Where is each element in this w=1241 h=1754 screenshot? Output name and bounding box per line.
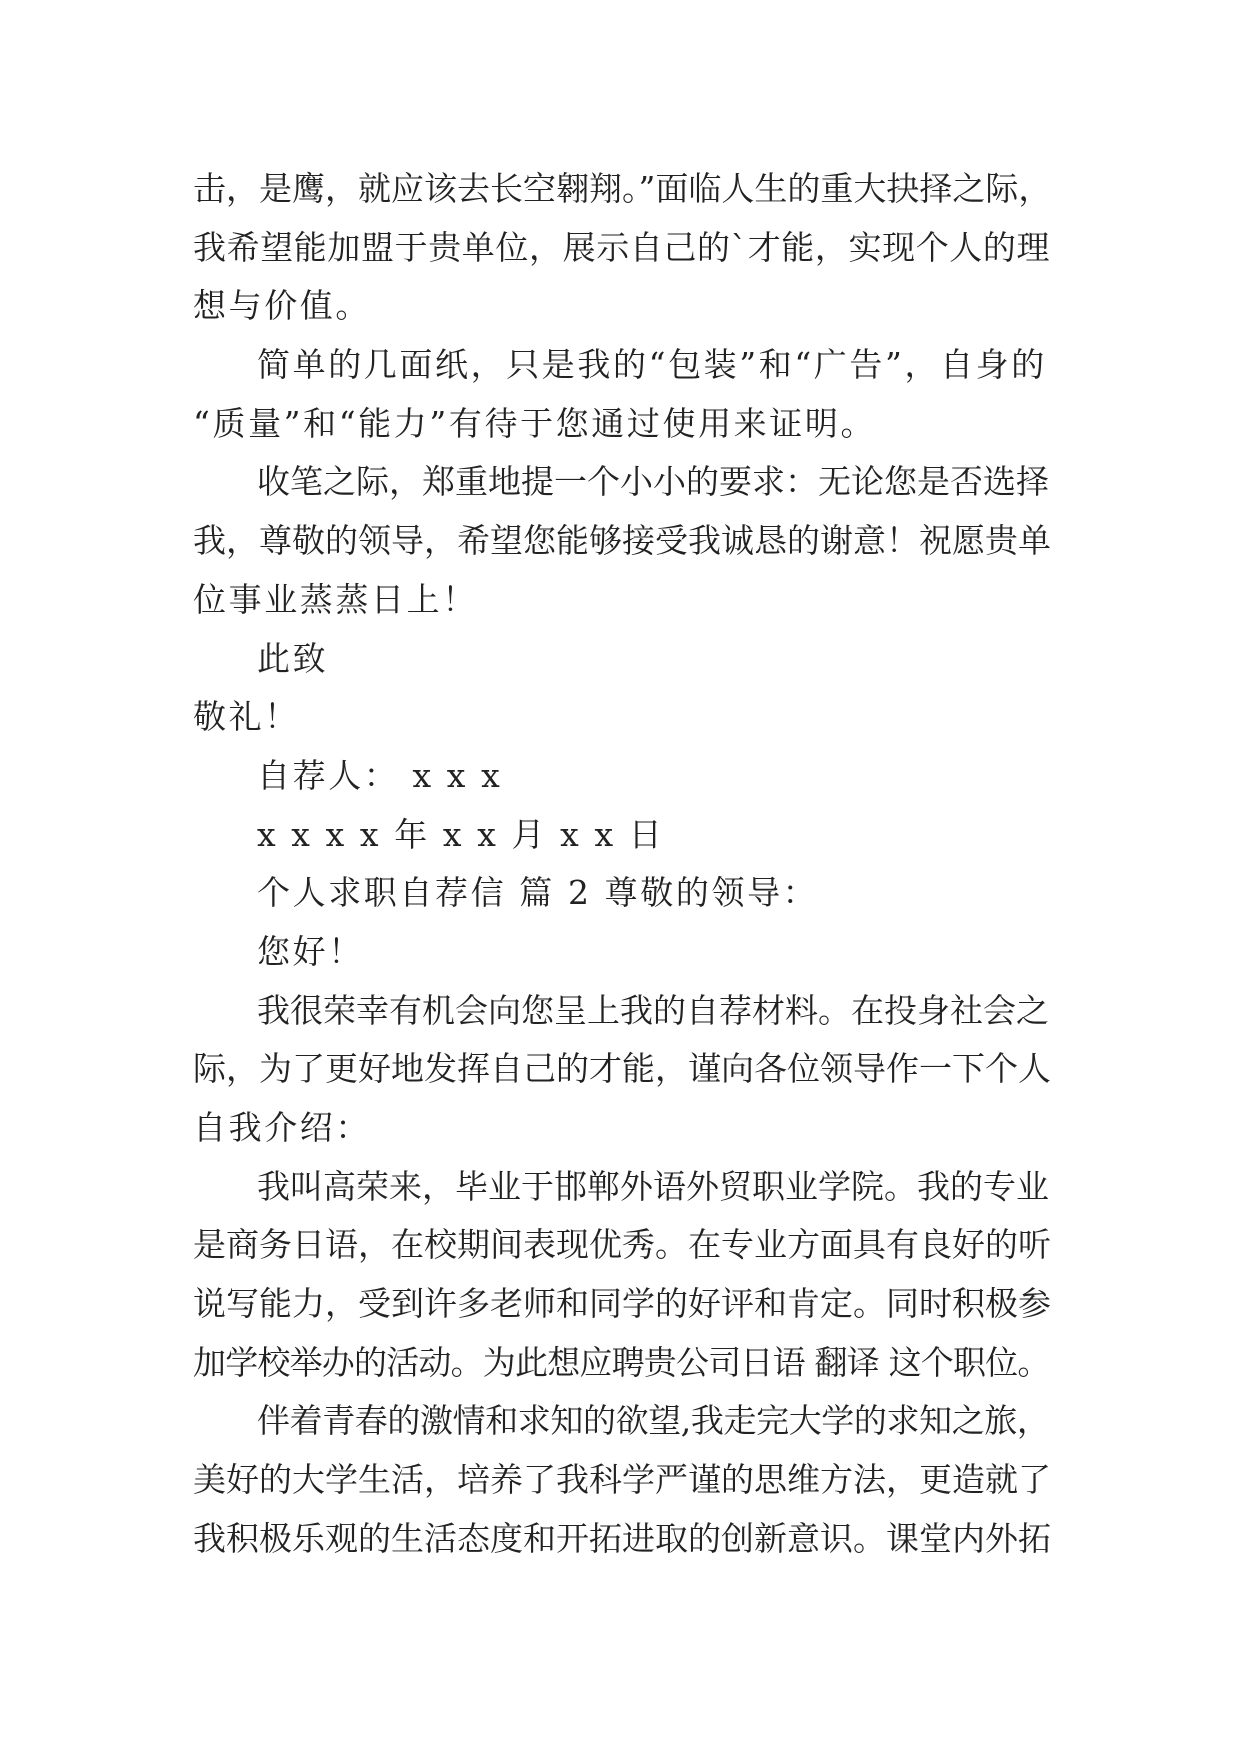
text-line: 我希望能加盟于贵单位，展示自己的`才能，实现个人的理: [193, 227, 1051, 267]
text-line: 伴着青春的激情和求知的欲望,我走完大学的求知之旅，: [257, 1401, 1050, 1441]
text-line: 是商务日语，在校期间表现优秀。在专业方面具有良好的听: [193, 1225, 1051, 1265]
text-line: 我很荣幸有机会向您呈上我的自荐材料。在投身社会之: [257, 990, 1049, 1030]
text-line: 自我介绍：: [193, 1108, 371, 1147]
text-line: 收笔之际，郑重地提一个小小的要求：无论您是否选择: [257, 462, 1049, 502]
text-line: x x x x 年 x x 月 x x 日: [257, 814, 665, 854]
text-line: 美好的大学生活，培养了我科学严谨的思维方法，更造就了: [193, 1460, 1051, 1500]
text-line: 您好！: [257, 931, 364, 971]
text-line: 个人求职自荐信 篇 2 尊敬的领导：: [257, 873, 819, 913]
text-line: 击，是鹰，就应该去长空翱翔。”面临人生的重大抉择之际，: [193, 169, 1052, 208]
text-line: 想与价值。: [193, 286, 371, 326]
text-line: 我，尊敬的领导，希望您能够接受我诚恳的谢意！祝愿贵单: [193, 521, 1051, 561]
text-line: 位事业蒸蒸日上！: [193, 579, 478, 619]
text-line: 此致: [257, 638, 329, 678]
text-line: “质量”和“能力”有待于您通过使用来证明。: [193, 403, 877, 443]
text-line: 说写能力，受到许多老师和同学的好评和肯定。同时积极参: [193, 1284, 1051, 1324]
text-line: 我叫高荣来，毕业于邯郸外语外贸职业学院。我的专业: [257, 1166, 1049, 1206]
text-line: 加学校举办的活动。为此想应聘贵公司日语 翻译 这个职位。: [193, 1342, 1050, 1382]
text-line: 自荐人： x x x: [257, 755, 503, 795]
text-line: 简单的几面纸，只是我的“包装”和“广告”，自身的: [257, 345, 1047, 385]
text-line: 敬礼！: [193, 697, 300, 737]
letter-body: [193, 160, 1053, 1569]
text-line: 际，为了更好地发挥自己的才能，谨向各位领导作一下个人: [193, 1049, 1051, 1089]
text-line: 我积极乐观的生活态度和开拓进取的创新意识。课堂内外拓: [193, 1518, 1051, 1558]
